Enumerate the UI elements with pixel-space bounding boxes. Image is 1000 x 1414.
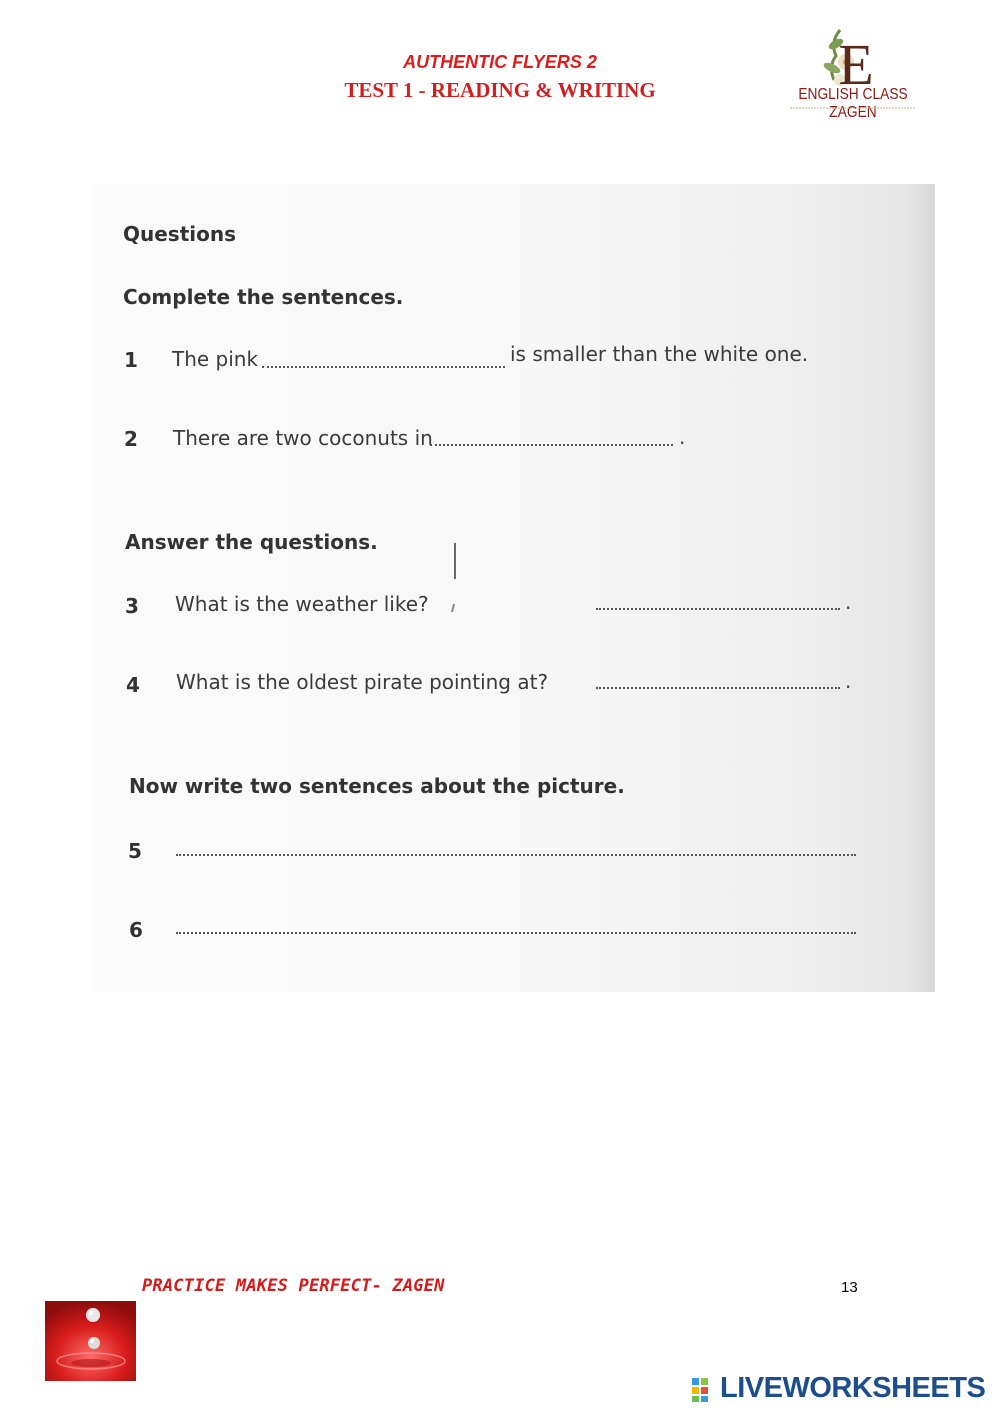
answer-blank-5[interactable] [176, 854, 856, 856]
questions-heading: Questions [123, 222, 237, 246]
answer-blank-2[interactable] [430, 444, 673, 446]
question-3-period: . [845, 590, 852, 614]
question-2-period: . [679, 425, 686, 449]
question-number: 2 [124, 427, 138, 451]
pen-mark [454, 543, 456, 579]
question-number: 6 [129, 918, 143, 942]
question-number: 1 [124, 348, 138, 372]
question-4-period: . [845, 669, 852, 693]
liveworksheets-brand: LIVEWORKSHEETS [720, 1372, 986, 1404]
scan-shadow [905, 184, 935, 992]
section-write-title: Now write two sentences about the picture. [129, 774, 625, 798]
liveworksheets-icon [692, 1378, 718, 1402]
question-4-text: What is the oldest pirate pointing at? [176, 670, 549, 694]
question-2-text-before: There are two coconuts in [173, 426, 433, 450]
answer-blank-1[interactable] [262, 366, 505, 368]
water-droplet-image [45, 1301, 136, 1381]
answer-blank-4[interactable] [596, 687, 840, 689]
svg-text:E: E [838, 32, 874, 97]
question-number: 4 [126, 673, 140, 697]
question-1-text-before: The pink [172, 347, 259, 371]
logo-text: ENGLISH CLASS ZAGEN [798, 86, 908, 121]
section-answer-title: Answer the questions. [125, 530, 378, 554]
question-number: 3 [125, 594, 139, 618]
section-complete-title: Complete the sentences. [123, 285, 404, 309]
question-number: 5 [128, 839, 142, 863]
question-1-text-after: is smaller than the white one. [510, 342, 809, 366]
answer-blank-6[interactable] [176, 932, 856, 934]
footer-slogan: PRACTICE MAKES PERFECT- ZAGEN [142, 1276, 445, 1296]
page-number: 13 [841, 1279, 858, 1296]
answer-blank-3[interactable] [596, 608, 840, 610]
logo-underline [790, 106, 916, 111]
question-3-text: What is the weather like? [175, 592, 429, 616]
test-title: TEST 1 - READING & WRITING [344, 78, 656, 102]
series-title: AUTHENTIC FLYERS 2 [403, 52, 597, 72]
